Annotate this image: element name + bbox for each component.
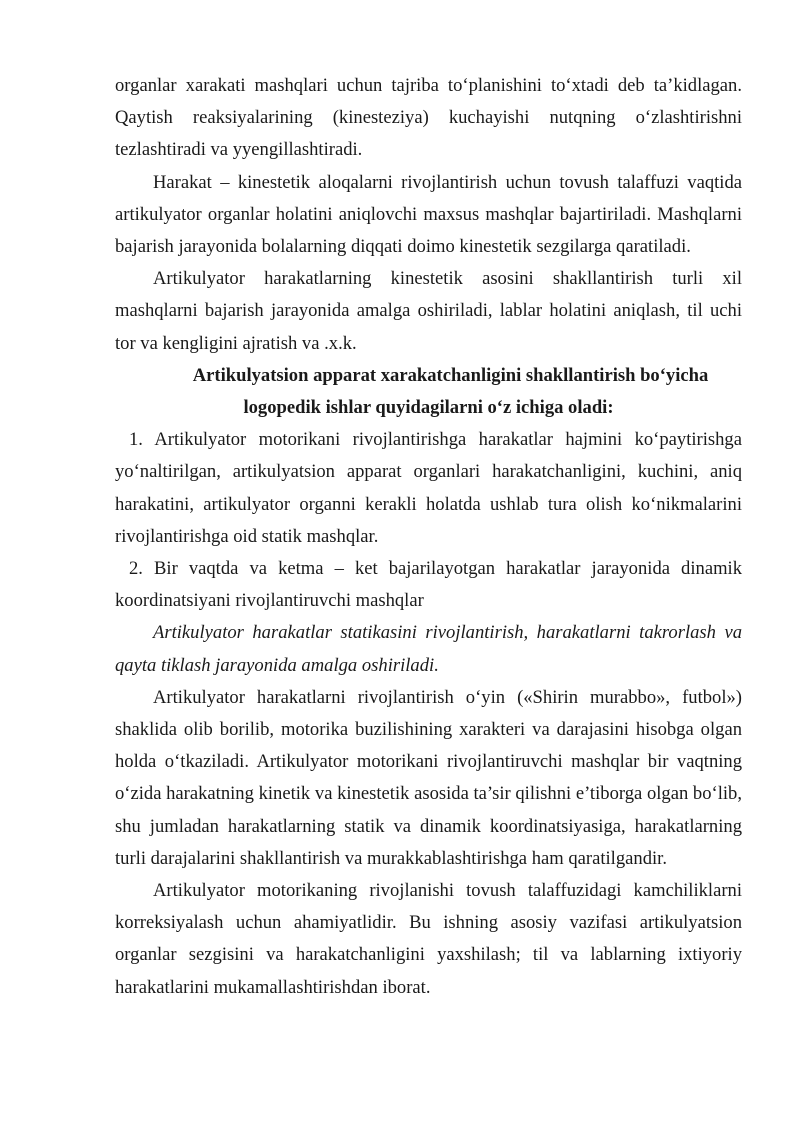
list-item-1: 1. Artikulyator motorikani rivojlantirishga harakatlar hajmini ko‘paytirishga yo‘naltirilgan, artikulyatsion apparat organlari harakatchanligini, kuchini, aniq harakatini, artikulyator organni kerakli holatda ushlab tura olish ko‘nikmalarini rivojlantirishga oid statik mashqlar. [115,429,742,547]
paragraph-oyin-shakli: Artikulyator harakatlarni rivojlantirish o‘yin («Shirin murabbo», futbol») shaklida olib borilib, motorika buzilishining xarakteri va darajasini hisobga olgan holda o‘tkaziladi. Artikulyator motorikani rivojlantiruvchi mashqlar bir vaqtning o‘zida harakatning kinetik va kinestetik asosida ta’sir qilishni e’tiborga olgan bo‘lib, shu jumladan harakatlarning statik va dinamik koordinatsiyasiga, harakatlarning turli darajalarini shakllantirish va murakkablashtirishga ham qaratilgandir. [115,686,742,869]
section-heading [115,360,742,424]
paragraph-italic-note: Artikulyator harakatlar statikasini rivojlantirish, harakatlarni takrorlash va qayta tiklash jarayonida amalga oshiriladi. [115,622,742,676]
paragraph-continuation: organlar xarakati mashqlari uchun tajriba to‘planishini to‘xtadi deb ta’kidlagan. Qaytish reaksiyalarining (kinesteziya) kuchayishi nutqning o‘zlashtirishni tezlashtiradi va yyengillashtiradi. [115,75,742,161]
paragraph-kinestetik-asos: Artikulyator harakatlarning kinestetik asosini shakllantirish turli xil mashqlarni bajarish jarayonida amalga oshiriladi, lablar holatini aniqlash, til uchi tor va kengligini ajratish va .x.k. [115,268,742,354]
document-page [115,70,742,1004]
section-heading-line-1: Artikulyatsion apparat xarakatchanligini shakllantirish bo‘yicha [192,364,709,386]
list-item-2: 2. Bir vaqtda va ketma – ket bajarilayotgan harakatlar jarayonida dinamik koordinatsiyani rivojlantiruvchi mashqlar [115,558,742,612]
paragraph-motorika-rivojlanishi: Artikulyator motorikaning rivojlanishi tovush talaffuzidagi kamchiliklarni korreksiyalash uchun ahamiyatlidir. Bu ishning asosiy vazifasi artikulyatsion organlar sezgisini va harakatchanligini yaxshilash; til va lablarning ixtiyoriy harakatlarini mukamallashtirishdan iborat. [115,880,742,998]
paragraph-kinestetik-aloqalar: Harakat – kinestetik aloqalarni rivojlantirish uchun tovush talaffuzi vaqtida artikulyator organlar holatini aniqlovchi maxsus mashqlar bajartiriladi. Mashqlarni bajarish jarayonida bolalarning diqqati doimo kinestetik sezgilarga qaratiladi. [115,171,742,258]
section-heading-line-2: logopedik ishlar quyidagilarni o‘z ichiga oladi: [243,397,614,419]
